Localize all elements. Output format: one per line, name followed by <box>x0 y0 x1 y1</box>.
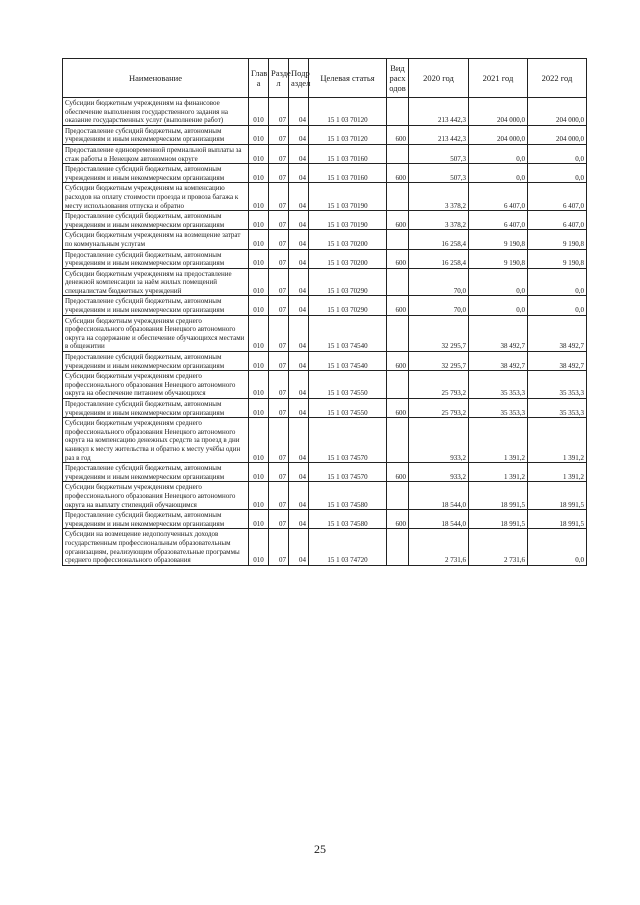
cell-name: Предоставление субсидий бюджетным, автономным учреждениям и иным некоммерческим организациям <box>63 463 249 482</box>
cell-vid <box>387 482 409 510</box>
cell-podrazdel: 04 <box>289 315 309 351</box>
page-number: 25 <box>314 842 326 856</box>
cell-name: Предоставление субсидий бюджетным, автономным учреждениям и иным некоммерческим организациям <box>63 164 249 183</box>
header-glava: Глав а <box>249 59 269 98</box>
cell-vid <box>387 371 409 399</box>
cell-2022: 0,0 <box>528 529 587 565</box>
cell-2022: 35 353,3 <box>528 371 587 399</box>
table-row <box>63 510 587 529</box>
cell-glava: 010 <box>249 315 269 351</box>
cell-podrazdel: 04 <box>289 529 309 565</box>
cell-glava: 010 <box>249 144 269 163</box>
cell-podrazdel: 04 <box>289 125 309 144</box>
cell-2020: 32 295,7 <box>409 315 469 351</box>
cell-podrazdel: 04 <box>289 268 309 296</box>
cell-name: Субсидии бюджетным учреждениям среднего профессионального образования Ненецкого автономного округа на выплату стипендий обучающимся <box>63 482 249 510</box>
cell-name: Субсидии бюджетным учреждениям среднего профессионального образования Ненецкого автономного округа на компенсацию денежных средств за проезд в дни каникул к месту жительства и обратно к месту учёбы один раз в год <box>63 418 249 463</box>
cell-2022: 1 391,2 <box>528 418 587 463</box>
header-podrazdel: Подр аздел <box>289 59 309 98</box>
cell-podrazdel: 04 <box>289 399 309 418</box>
cell-razdel: 07 <box>269 315 289 351</box>
cell-2020: 32 295,7 <box>409 352 469 371</box>
cell-vid: 600 <box>387 352 409 371</box>
table-row <box>63 125 587 144</box>
cell-name: Предоставление субсидий бюджетным, автономным учреждениям и иным некоммерческим организациям <box>63 510 249 529</box>
header-razdel: Разде л <box>269 59 289 98</box>
cell-name: Субсидии бюджетным учреждениям на возмещение затрат по коммунальным услугам <box>63 230 249 249</box>
cell-podrazdel: 04 <box>289 296 309 315</box>
cell-statya: 15 1 03 74550 <box>309 371 387 399</box>
cell-podrazdel: 04 <box>289 510 309 529</box>
cell-2022: 1 391,2 <box>528 463 587 482</box>
cell-2022: 0,0 <box>528 268 587 296</box>
cell-2020: 16 258,4 <box>409 230 469 249</box>
cell-2020: 18 544,0 <box>409 510 469 529</box>
cell-statya: 15 1 03 70120 <box>309 98 387 126</box>
cell-name: Предоставление субсидий бюджетным, автономным учреждениям и иным некоммерческим организациям <box>63 399 249 418</box>
cell-podrazdel: 04 <box>289 463 309 482</box>
cell-2022: 204 000,0 <box>528 98 587 126</box>
cell-glava: 010 <box>249 296 269 315</box>
cell-2021: 35 353,3 <box>469 399 528 418</box>
table-row <box>63 268 587 296</box>
cell-glava: 010 <box>249 125 269 144</box>
cell-2020: 18 544,0 <box>409 482 469 510</box>
cell-vid: 600 <box>387 164 409 183</box>
table-header-row <box>63 59 587 98</box>
cell-podrazdel: 04 <box>289 164 309 183</box>
cell-name: Субсидии на возмещение недополученных доходов государственным профессиональным образовательным организациям, реализующим образовательные программы среднего профессионального образования <box>63 529 249 565</box>
cell-razdel: 07 <box>269 125 289 144</box>
cell-vid <box>387 315 409 351</box>
cell-razdel: 07 <box>269 268 289 296</box>
cell-2020: 3 378,2 <box>409 183 469 211</box>
table-body <box>63 98 587 566</box>
cell-statya: 15 1 03 70160 <box>309 164 387 183</box>
cell-vid <box>387 529 409 565</box>
cell-statya: 15 1 03 70200 <box>309 230 387 249</box>
table-row <box>63 230 587 249</box>
cell-glava: 010 <box>249 510 269 529</box>
cell-name: Субсидии бюджетным учреждениям на финансовое обеспечение выполнения государственного задания на оказание государственных услуг (выполнение работ) <box>63 98 249 126</box>
cell-2022: 9 190,8 <box>528 230 587 249</box>
cell-podrazdel: 04 <box>289 482 309 510</box>
cell-2021: 1 391,2 <box>469 463 528 482</box>
header-statya: Целевая статья <box>309 59 387 98</box>
cell-2022: 38 492,7 <box>528 315 587 351</box>
cell-statya: 15 1 03 70290 <box>309 296 387 315</box>
cell-glava: 010 <box>249 463 269 482</box>
cell-name: Предоставление субсидий бюджетным, автономным учреждениям и иным некоммерческим организациям <box>63 249 249 268</box>
cell-glava: 010 <box>249 352 269 371</box>
cell-podrazdel: 04 <box>289 144 309 163</box>
cell-statya: 15 1 03 70290 <box>309 268 387 296</box>
cell-glava: 010 <box>249 482 269 510</box>
cell-glava: 010 <box>249 268 269 296</box>
cell-2021: 38 492,7 <box>469 315 528 351</box>
cell-2022: 18 991,5 <box>528 482 587 510</box>
cell-glava: 010 <box>249 230 269 249</box>
cell-2020: 213 442,3 <box>409 125 469 144</box>
cell-2021: 6 407,0 <box>469 183 528 211</box>
cell-razdel: 07 <box>269 418 289 463</box>
budget-table-page <box>62 58 586 566</box>
header-2020: 2020 год <box>409 59 469 98</box>
cell-vid <box>387 144 409 163</box>
cell-2020: 933,2 <box>409 463 469 482</box>
cell-2021: 9 190,8 <box>469 249 528 268</box>
cell-2022: 35 353,3 <box>528 399 587 418</box>
cell-razdel: 07 <box>269 399 289 418</box>
cell-name: Предоставление субсидий бюджетным, автономным учреждениям и иным некоммерческим организациям <box>63 125 249 144</box>
cell-2022: 0,0 <box>528 144 587 163</box>
cell-statya: 15 1 03 70200 <box>309 249 387 268</box>
cell-razdel: 07 <box>269 296 289 315</box>
cell-2021: 204 000,0 <box>469 98 528 126</box>
cell-2020: 25 793,2 <box>409 371 469 399</box>
cell-podrazdel: 04 <box>289 352 309 371</box>
cell-2021: 1 391,2 <box>469 418 528 463</box>
cell-2021: 35 353,3 <box>469 371 528 399</box>
cell-podrazdel: 04 <box>289 183 309 211</box>
cell-2021: 0,0 <box>469 296 528 315</box>
table-row <box>63 371 587 399</box>
cell-2021: 0,0 <box>469 144 528 163</box>
cell-glava: 010 <box>249 371 269 399</box>
cell-statya: 15 1 03 74580 <box>309 482 387 510</box>
table-row <box>63 296 587 315</box>
cell-razdel: 07 <box>269 371 289 399</box>
table-row <box>63 183 587 211</box>
budget-table <box>62 58 587 566</box>
cell-name: Субсидии бюджетным учреждениям среднего профессионального образования Ненецкого автономного округа на содержание и обеспечение обучающихся местами в общежитии <box>63 315 249 351</box>
table-row <box>63 482 587 510</box>
cell-statya: 15 1 03 74570 <box>309 463 387 482</box>
cell-statya: 15 1 03 70190 <box>309 183 387 211</box>
cell-razdel: 07 <box>269 510 289 529</box>
cell-2020: 507,3 <box>409 164 469 183</box>
cell-2022: 0,0 <box>528 164 587 183</box>
cell-2021: 0,0 <box>469 268 528 296</box>
table-row <box>63 98 587 126</box>
cell-2021: 6 407,0 <box>469 211 528 230</box>
cell-statya: 15 1 03 74580 <box>309 510 387 529</box>
cell-glava: 010 <box>249 418 269 463</box>
cell-vid: 600 <box>387 296 409 315</box>
cell-statya: 15 1 03 70190 <box>309 211 387 230</box>
table-row <box>63 463 587 482</box>
cell-vid: 600 <box>387 510 409 529</box>
cell-2022: 6 407,0 <box>528 183 587 211</box>
cell-name: Субсидии бюджетным учреждениям на предоставление денежной компенсации за наём жилых помещений специалистам бюджетных учреждений <box>63 268 249 296</box>
cell-2022: 204 000,0 <box>528 125 587 144</box>
cell-glava: 010 <box>249 98 269 126</box>
table-row <box>63 315 587 351</box>
cell-2020: 507,3 <box>409 144 469 163</box>
cell-razdel: 07 <box>269 249 289 268</box>
cell-2021: 18 991,5 <box>469 510 528 529</box>
table-row <box>63 352 587 371</box>
cell-podrazdel: 04 <box>289 230 309 249</box>
cell-2020: 70,0 <box>409 296 469 315</box>
header-2022: 2022 год <box>528 59 587 98</box>
cell-statya: 15 1 03 74540 <box>309 352 387 371</box>
cell-razdel: 07 <box>269 144 289 163</box>
cell-vid <box>387 418 409 463</box>
cell-2020: 2 731,6 <box>409 529 469 565</box>
cell-2022: 0,0 <box>528 296 587 315</box>
cell-razdel: 07 <box>269 98 289 126</box>
cell-glava: 010 <box>249 211 269 230</box>
cell-vid <box>387 268 409 296</box>
cell-vid: 600 <box>387 399 409 418</box>
cell-razdel: 07 <box>269 352 289 371</box>
cell-2022: 6 407,0 <box>528 211 587 230</box>
cell-2020: 16 258,4 <box>409 249 469 268</box>
cell-razdel: 07 <box>269 211 289 230</box>
cell-2022: 9 190,8 <box>528 249 587 268</box>
cell-statya: 15 1 03 74540 <box>309 315 387 351</box>
cell-razdel: 07 <box>269 463 289 482</box>
cell-name: Субсидии бюджетным учреждениям среднего профессионального образования Ненецкого автономного округа на обеспечение питанием обучающихся <box>63 371 249 399</box>
cell-name: Предоставление субсидий бюджетным, автономным учреждениям и иным некоммерческим организациям <box>63 352 249 371</box>
cell-razdel: 07 <box>269 183 289 211</box>
cell-vid <box>387 98 409 126</box>
table-row <box>63 418 587 463</box>
header-2021: 2021 год <box>469 59 528 98</box>
cell-razdel: 07 <box>269 164 289 183</box>
cell-statya: 15 1 03 74550 <box>309 399 387 418</box>
cell-name: Субсидии бюджетным учреждениям на компенсацию расходов на оплату стоимости проезда и провоза багажа к месту использования отпуска и обратно <box>63 183 249 211</box>
cell-glava: 010 <box>249 399 269 418</box>
cell-2020: 25 793,2 <box>409 399 469 418</box>
cell-podrazdel: 04 <box>289 371 309 399</box>
table-row <box>63 144 587 163</box>
cell-name: Предоставление единовременной премиальной выплаты за стаж работы в Ненецком автономном округе <box>63 144 249 163</box>
cell-vid: 600 <box>387 211 409 230</box>
cell-2020: 3 378,2 <box>409 211 469 230</box>
table-row <box>63 211 587 230</box>
cell-name: Предоставление субсидий бюджетным, автономным учреждениям и иным некоммерческим организациям <box>63 296 249 315</box>
cell-2022: 18 991,5 <box>528 510 587 529</box>
cell-2021: 38 492,7 <box>469 352 528 371</box>
cell-podrazdel: 04 <box>289 418 309 463</box>
cell-2020: 70,0 <box>409 268 469 296</box>
cell-razdel: 07 <box>269 482 289 510</box>
cell-2020: 933,2 <box>409 418 469 463</box>
cell-2021: 9 190,8 <box>469 230 528 249</box>
cell-2022: 38 492,7 <box>528 352 587 371</box>
cell-razdel: 07 <box>269 529 289 565</box>
cell-2020: 213 442,3 <box>409 98 469 126</box>
cell-vid <box>387 230 409 249</box>
cell-2021: 0,0 <box>469 164 528 183</box>
cell-podrazdel: 04 <box>289 98 309 126</box>
table-row <box>63 164 587 183</box>
cell-glava: 010 <box>249 249 269 268</box>
cell-razdel: 07 <box>269 230 289 249</box>
cell-vid: 600 <box>387 249 409 268</box>
cell-2021: 18 991,5 <box>469 482 528 510</box>
cell-vid <box>387 183 409 211</box>
cell-statya: 15 1 03 74720 <box>309 529 387 565</box>
cell-2021: 2 731,6 <box>469 529 528 565</box>
table-row <box>63 529 587 565</box>
header-name: Наименование <box>63 59 249 98</box>
cell-glava: 010 <box>249 529 269 565</box>
cell-statya: 15 1 03 70120 <box>309 125 387 144</box>
cell-vid: 600 <box>387 463 409 482</box>
cell-2021: 204 000,0 <box>469 125 528 144</box>
cell-statya: 15 1 03 74570 <box>309 418 387 463</box>
cell-glava: 010 <box>249 183 269 211</box>
table-row <box>63 399 587 418</box>
cell-glava: 010 <box>249 164 269 183</box>
cell-statya: 15 1 03 70160 <box>309 144 387 163</box>
cell-name: Предоставление субсидий бюджетным, автономным учреждениям и иным некоммерческим организациям <box>63 211 249 230</box>
cell-podrazdel: 04 <box>289 249 309 268</box>
cell-podrazdel: 04 <box>289 211 309 230</box>
header-vid: Вид расх одов <box>387 59 409 98</box>
cell-vid: 600 <box>387 125 409 144</box>
table-row <box>63 249 587 268</box>
